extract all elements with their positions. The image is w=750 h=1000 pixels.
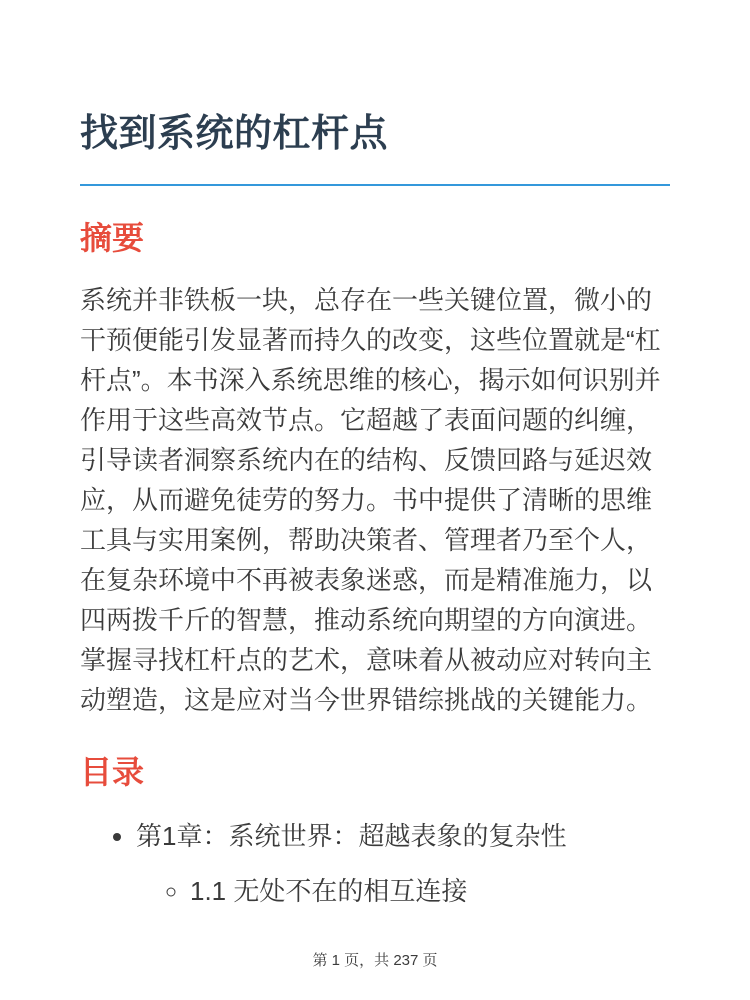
abstract-paragraph: 系统并非铁板一块，总存在一些关键位置，微小的干预便能引发显著而持久的改变，这些位置就是“杠杆点”。本书深入系统思维的核心，揭示如何识别并作用于这些高效节点。它超越了表面问题的纠缠，引导读者洞察系统内在的结构、反馈回路与延迟效应，从而避免徒劳的努力。书中提供了清晰的思维工具与实用案例，帮助决策者、管理者乃至个人，在复杂环境中不再被表象迷惑，而是精准施力，以四两拨千斤的智慧，推动系统向期望的方向演进。掌握寻找杠杆点的艺术，意味着从被动应对转向主动塑造，这是应对当今世界错综挑战的关键能力。 [80, 285, 661, 716]
toc-sublist [136, 876, 670, 907]
toc-heading: 目录 [80, 754, 145, 791]
page-number-indicator: 第 1 页，共 237 页 [312, 952, 438, 969]
toc-section-label: 1.1 无处不在的相互连接 [190, 876, 468, 907]
page-title: 找到系统的杠杆点 [80, 113, 389, 155]
abstract-heading: 摘要 [80, 219, 145, 256]
toc-chapter-label: 第1章：系统世界：超越表象的复杂性 [136, 821, 567, 852]
toc-section-item [190, 876, 670, 907]
title-divider [80, 184, 670, 186]
toc-chapter-item [136, 821, 670, 907]
toc-list [80, 821, 670, 907]
